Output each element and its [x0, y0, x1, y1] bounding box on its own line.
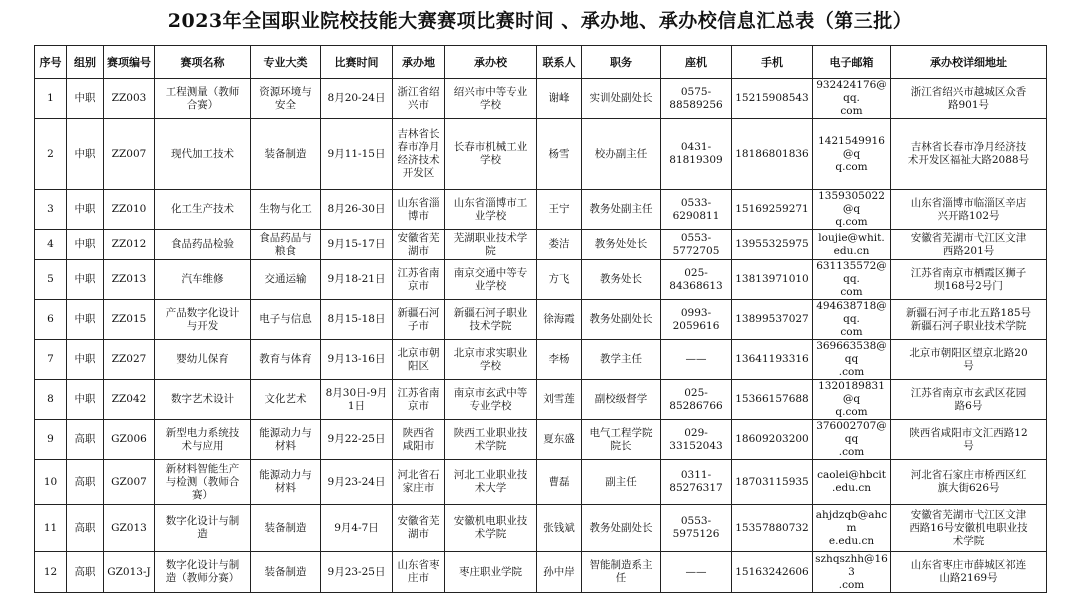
table-row — [35, 340, 1047, 380]
header-code: 赛项编号 — [104, 46, 155, 79]
header-host-school: 承办校 — [445, 46, 537, 79]
cell-landline: —— — [661, 552, 732, 593]
cell-position: 副校级督学 — [582, 380, 661, 420]
cell-code: ZZ012 — [104, 230, 155, 260]
header-landline: 座机 — [661, 46, 732, 79]
table-row — [35, 420, 1047, 460]
cell-contact: 方飞 — [537, 260, 582, 300]
cell-host-city: 河北省石 家庄市 — [393, 460, 445, 505]
cell-host-city: 山东省淄 博市 — [393, 190, 445, 230]
cell-major: 装备制造 — [251, 505, 321, 552]
cell-major: 资源环境与 安全 — [251, 79, 321, 119]
cell-major: 教育与体育 — [251, 340, 321, 380]
cell-mobile: 13899537027 — [732, 300, 813, 340]
cell-position: 教学主任 — [582, 340, 661, 380]
cell-event-name: 新型电力系统技 术与应用 — [155, 420, 251, 460]
cell-host-school: 南京交通中等专 业学校 — [445, 260, 537, 300]
cell-host-school: 南京市玄武中等 专业学校 — [445, 380, 537, 420]
cell-host-school: 安徽机电职业技 术学院 — [445, 505, 537, 552]
cell-time: 9月11-15日 — [321, 119, 393, 190]
cell-mobile: 15169259271 — [732, 190, 813, 230]
cell-landline: 029- 33152043 — [661, 420, 732, 460]
cell-contact: 杨雪 — [537, 119, 582, 190]
cell-host-school: 山东省淄博市工 业学校 — [445, 190, 537, 230]
cell-contact: 刘雪莲 — [537, 380, 582, 420]
cell-event-name: 汽车维修 — [155, 260, 251, 300]
cell-time: 9月23-25日 — [321, 552, 393, 593]
cell-email: 631135572@qq. com — [813, 260, 891, 300]
cell-mobile: 15366157688 — [732, 380, 813, 420]
cell-mobile: 15357880732 — [732, 505, 813, 552]
table-row — [35, 119, 1047, 190]
cell-seq: 12 — [35, 552, 67, 593]
cell-group: 高职 — [67, 460, 104, 505]
cell-code: ZZ007 — [104, 119, 155, 190]
cell-major: 装备制造 — [251, 119, 321, 190]
cell-major: 能源动力与 材料 — [251, 460, 321, 505]
page-title: 2023年全国职业院校技能大赛赛项比赛时间 、承办地、承办校信息汇总表（第三批） — [167, 10, 913, 32]
cell-seq: 10 — [35, 460, 67, 505]
cell-time: 9月18-21日 — [321, 260, 393, 300]
cell-code: ZZ027 — [104, 340, 155, 380]
cell-event-name: 工程测量（教师 合赛） — [155, 79, 251, 119]
cell-code: ZZ015 — [104, 300, 155, 340]
cell-group: 中职 — [67, 79, 104, 119]
cell-event-name: 数字化设计与制 造（教师分赛） — [155, 552, 251, 593]
cell-landline: 0553- 5772705 — [661, 230, 732, 260]
cell-code: GZ007 — [104, 460, 155, 505]
cell-time: 8月30日-9月 1日 — [321, 380, 393, 420]
cell-email: loujie@whit. edu.cn — [813, 230, 891, 260]
cell-event-name: 产品数字化设计 与开发 — [155, 300, 251, 340]
table-header-row — [35, 46, 1047, 79]
cell-time: 9月13-16日 — [321, 340, 393, 380]
cell-position: 副主任 — [582, 460, 661, 505]
table-row — [35, 260, 1047, 300]
cell-time: 8月15-18日 — [321, 300, 393, 340]
cell-group: 中职 — [67, 260, 104, 300]
cell-address: 陕西省咸阳市文汇西路12 号 — [891, 420, 1047, 460]
cell-landline: 0553- 5975126 — [661, 505, 732, 552]
cell-time: 9月22-25日 — [321, 420, 393, 460]
cell-host-city: 江苏省南 京市 — [393, 380, 445, 420]
cell-host-city: 浙江省绍 兴市 — [393, 79, 445, 119]
cell-seq: 8 — [35, 380, 67, 420]
cell-mobile: 15163242606 — [732, 552, 813, 593]
cell-group: 中职 — [67, 190, 104, 230]
cell-host-school: 绍兴市中等专业 学校 — [445, 79, 537, 119]
cell-time: 8月26-30日 — [321, 190, 393, 230]
header-host-city: 承办地 — [393, 46, 445, 79]
cell-position: 教务处处长 — [582, 230, 661, 260]
cell-event-name: 婴幼儿保育 — [155, 340, 251, 380]
header-email: 电子邮箱 — [813, 46, 891, 79]
cell-contact: 徐海霞 — [537, 300, 582, 340]
cell-group: 高职 — [67, 552, 104, 593]
info-table — [34, 45, 1047, 593]
table-row — [35, 505, 1047, 552]
cell-email: 369663538@qq .com — [813, 340, 891, 380]
cell-contact: 曹磊 — [537, 460, 582, 505]
cell-address: 吉林省长春市净月经济技 术开发区福祉大路2088号 — [891, 119, 1047, 190]
cell-address: 浙江省绍兴市越城区众香 路901号 — [891, 79, 1047, 119]
cell-seq: 1 — [35, 79, 67, 119]
cell-position: 教务处副处长 — [582, 300, 661, 340]
table-row — [35, 460, 1047, 505]
cell-code: ZZ010 — [104, 190, 155, 230]
cell-host-school: 枣庄职业学院 — [445, 552, 537, 593]
cell-landline: 025- 84368613 — [661, 260, 732, 300]
cell-landline: —— — [661, 340, 732, 380]
cell-major: 电子与信息 — [251, 300, 321, 340]
cell-seq: 9 — [35, 420, 67, 460]
cell-landline: 0993- 2059616 — [661, 300, 732, 340]
cell-position: 教务处副主任 — [582, 190, 661, 230]
cell-address: 安徽省芜湖市弋江区文津 西路201号 — [891, 230, 1047, 260]
cell-host-city: 江苏省南 京市 — [393, 260, 445, 300]
table-row — [35, 79, 1047, 119]
cell-host-city: 陕西省 咸阳市 — [393, 420, 445, 460]
table-row — [35, 190, 1047, 230]
cell-seq: 11 — [35, 505, 67, 552]
table-body — [35, 79, 1047, 593]
cell-major: 文化艺术 — [251, 380, 321, 420]
cell-email: 1320189831@q q.com — [813, 380, 891, 420]
header-mobile: 手机 — [732, 46, 813, 79]
cell-event-name: 现代加工技术 — [155, 119, 251, 190]
cell-contact: 李杨 — [537, 340, 582, 380]
cell-major: 生物与化工 — [251, 190, 321, 230]
cell-group: 中职 — [67, 380, 104, 420]
cell-seq: 7 — [35, 340, 67, 380]
cell-host-city: 吉林省长 春市净月 经济技术 开发区 — [393, 119, 445, 190]
header-event-name: 赛项名称 — [155, 46, 251, 79]
cell-mobile: 13641193316 — [732, 340, 813, 380]
header-position: 职务 — [582, 46, 661, 79]
cell-host-city: 新疆石河 子市 — [393, 300, 445, 340]
cell-landline: 0533- 6290811 — [661, 190, 732, 230]
header-time: 比赛时间 — [321, 46, 393, 79]
cell-contact: 王宁 — [537, 190, 582, 230]
cell-mobile: 18703115935 — [732, 460, 813, 505]
header-seq: 序号 — [35, 46, 67, 79]
cell-host-school: 芜湖职业技术学 院 — [445, 230, 537, 260]
cell-group: 中职 — [67, 300, 104, 340]
cell-event-name: 化工生产技术 — [155, 190, 251, 230]
cell-landline: 0431- 81819309 — [661, 119, 732, 190]
cell-host-city: 山东省枣 庄市 — [393, 552, 445, 593]
cell-mobile: 13813971010 — [732, 260, 813, 300]
header-major: 专业大类 — [251, 46, 321, 79]
cell-address: 江苏省南京市栖霞区狮子 坝168号2号门 — [891, 260, 1047, 300]
cell-email: ahjdzqb@ahcm e.edu.cn — [813, 505, 891, 552]
cell-host-city: 安徽省芜 湖市 — [393, 505, 445, 552]
cell-event-name: 食品药品检验 — [155, 230, 251, 260]
cell-contact: 娄洁 — [537, 230, 582, 260]
cell-group: 中职 — [67, 340, 104, 380]
cell-email: 932424176@qq. com — [813, 79, 891, 119]
cell-contact: 孙中岸 — [537, 552, 582, 593]
cell-landline: 0311- 85276317 — [661, 460, 732, 505]
cell-event-name: 新材料智能生产 与检测（教师合 赛） — [155, 460, 251, 505]
cell-mobile: 15215908543 — [732, 79, 813, 119]
cell-contact: 谢峰 — [537, 79, 582, 119]
cell-code: ZZ042 — [104, 380, 155, 420]
cell-address: 新疆石河子市北五路185号 新疆石河子职业技术学院 — [891, 300, 1047, 340]
cell-position: 智能制造系主 任 — [582, 552, 661, 593]
cell-email: 1359305022@q q.com — [813, 190, 891, 230]
cell-position: 实训处副处长 — [582, 79, 661, 119]
cell-major: 装备制造 — [251, 552, 321, 593]
cell-email: 1421549916@q q.com — [813, 119, 891, 190]
cell-mobile: 18609203200 — [732, 420, 813, 460]
cell-position: 教务处长 — [582, 260, 661, 300]
cell-time: 9月15-17日 — [321, 230, 393, 260]
cell-code: GZ013 — [104, 505, 155, 552]
header-group: 组别 — [67, 46, 104, 79]
cell-address: 山东省枣庄市薛城区祁连 山路2169号 — [891, 552, 1047, 593]
cell-host-school: 河北工业职业技 术大学 — [445, 460, 537, 505]
header-address: 承办校详细地址 — [891, 46, 1047, 79]
cell-landline: 025- 85286766 — [661, 380, 732, 420]
table-row — [35, 380, 1047, 420]
cell-address: 山东省淄博市临淄区辛店 兴开路102号 — [891, 190, 1047, 230]
cell-seq: 2 — [35, 119, 67, 190]
cell-group: 高职 — [67, 505, 104, 552]
cell-email: szhqszhh@163 .com — [813, 552, 891, 593]
cell-email: 376002707@qq .com — [813, 420, 891, 460]
table-row — [35, 230, 1047, 260]
cell-address: 北京市朝阳区望京北路20 号 — [891, 340, 1047, 380]
cell-host-school: 长春市机械工业 学校 — [445, 119, 537, 190]
cell-contact: 张钱斌 — [537, 505, 582, 552]
cell-position: 校办副主任 — [582, 119, 661, 190]
cell-host-city: 安徽省芜 湖市 — [393, 230, 445, 260]
cell-group: 中职 — [67, 230, 104, 260]
cell-major: 交通运输 — [251, 260, 321, 300]
table-row — [35, 300, 1047, 340]
table-row — [35, 552, 1047, 593]
cell-major: 食品药品与 粮食 — [251, 230, 321, 260]
cell-landline: 0575- 88589256 — [661, 79, 732, 119]
cell-event-name: 数字化设计与制 造 — [155, 505, 251, 552]
cell-major: 能源动力与 材料 — [251, 420, 321, 460]
cell-group: 中职 — [67, 119, 104, 190]
cell-code: ZZ003 — [104, 79, 155, 119]
cell-host-school: 新疆石河子职业 技术学院 — [445, 300, 537, 340]
cell-event-name: 数字艺术设计 — [155, 380, 251, 420]
cell-mobile: 13955325975 — [732, 230, 813, 260]
cell-seq: 4 — [35, 230, 67, 260]
cell-group: 高职 — [67, 420, 104, 460]
cell-time: 9月4-7日 — [321, 505, 393, 552]
cell-time: 8月20-24日 — [321, 79, 393, 119]
cell-email: 494638718@qq. com — [813, 300, 891, 340]
cell-seq: 6 — [35, 300, 67, 340]
cell-seq: 3 — [35, 190, 67, 230]
cell-position: 电气工程学院 院长 — [582, 420, 661, 460]
cell-code: GZ013-J — [104, 552, 155, 593]
cell-email: caolei@hbcit .edu.cn — [813, 460, 891, 505]
cell-address: 江苏省南京市玄武区花园 路6号 — [891, 380, 1047, 420]
cell-host-city: 北京市朝 阳区 — [393, 340, 445, 380]
cell-mobile: 18186801836 — [732, 119, 813, 190]
cell-contact: 夏东盛 — [537, 420, 582, 460]
cell-host-school: 陕西工业职业技 术学院 — [445, 420, 537, 460]
cell-address: 河北省石家庄市桥西区红 旗大街626号 — [891, 460, 1047, 505]
cell-time: 9月23-24日 — [321, 460, 393, 505]
cell-host-school: 北京市求实职业 学校 — [445, 340, 537, 380]
cell-seq: 5 — [35, 260, 67, 300]
cell-code: GZ006 — [104, 420, 155, 460]
cell-address: 安徽省芜湖市弋江区文津 西路16号安徽机电职业技 术学院 — [891, 505, 1047, 552]
cell-position: 教务处副处长 — [582, 505, 661, 552]
header-contact: 联系人 — [537, 46, 582, 79]
cell-code: ZZ013 — [104, 260, 155, 300]
